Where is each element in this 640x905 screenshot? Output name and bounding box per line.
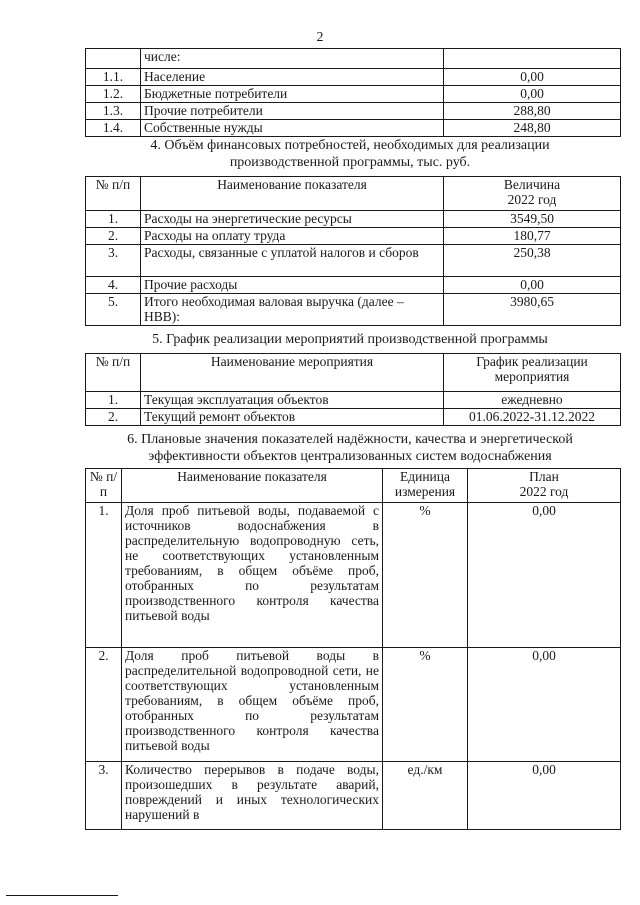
row-unit: % xyxy=(383,648,468,762)
table-row xyxy=(86,392,621,409)
row-number: 3. xyxy=(86,762,122,830)
table-row xyxy=(86,103,621,120)
financial-needs-table xyxy=(85,176,621,326)
row-name: Расходы, связанные с уплатой налогов и сборов xyxy=(141,245,444,277)
row-value xyxy=(444,49,621,69)
row-value: 3980,65 xyxy=(444,294,621,326)
row-value: 180,77 xyxy=(444,228,621,245)
row-number: 2. xyxy=(86,409,141,426)
row-number: 5. xyxy=(86,294,141,326)
row-value: 0,00 xyxy=(444,86,621,103)
table-header-row xyxy=(86,354,621,392)
table-header-row xyxy=(86,177,621,211)
row-name: Количество перерывов в подаче воды, произошедших в результате аварий, повреждений и иных технологических нарушений в xyxy=(122,762,383,830)
section-6-title: 6. Плановые значения показателей надёжности, качества и энергетической эффективности объектов централизованных систем водоснабжения xyxy=(127,432,573,464)
header-name: Наименование показателя xyxy=(122,469,383,503)
table-row xyxy=(86,228,621,245)
table-row xyxy=(86,762,621,830)
row-number: 2. xyxy=(86,228,141,245)
table-row xyxy=(86,211,621,228)
row-value: 288,80 xyxy=(444,103,621,120)
section-4-title: 4. Объём финансовых потребностей, необходимых для реализации производственной программы, тыс. руб. xyxy=(150,138,550,170)
row-plan: 0,00 xyxy=(468,648,621,762)
row-plan: 0,00 xyxy=(468,762,621,830)
table-row xyxy=(86,120,621,137)
header-name: Наименование показателя xyxy=(141,177,444,211)
table-header-row xyxy=(86,469,621,503)
header-unit: Единица измерения xyxy=(383,469,468,503)
consumers-table xyxy=(85,48,621,137)
table-row xyxy=(86,245,621,277)
row-name: Прочие потребители xyxy=(141,103,444,120)
table-row xyxy=(86,86,621,103)
header-number: № п/п xyxy=(86,177,141,211)
header-value: Величина 2022 год xyxy=(444,177,621,211)
row-name: Доля проб питьевой воды, подаваемой с источников водоснабжения в распределительную водопроводную сеть, не соответствующих установленным требованиям, в общем объёме проб, отобранных по результатам производственного контроля качества питьевой воды xyxy=(122,503,383,648)
row-name: Расходы на энергетические ресурсы xyxy=(141,211,444,228)
row-name: Текущая эксплуатация объектов xyxy=(141,392,444,409)
row-unit: ед./км xyxy=(383,762,468,830)
header-number: № п/п xyxy=(86,469,122,503)
row-number: 1. xyxy=(86,211,141,228)
table-row xyxy=(86,503,621,648)
row-number: 1.2. xyxy=(86,86,141,103)
row-name: Собственные нужды xyxy=(141,120,444,137)
table-row xyxy=(86,69,621,86)
page-number: 2 xyxy=(316,30,324,45)
row-number xyxy=(86,49,141,69)
row-number: 4. xyxy=(86,277,141,294)
header-schedule: График реализации мероприятия xyxy=(444,354,621,392)
header-number: № п/п xyxy=(86,354,141,392)
row-schedule: ежедневно xyxy=(444,392,621,409)
section-5-title: 5. График реализации мероприятий производственной программы xyxy=(152,332,548,347)
row-schedule: 01.06.2022-31.12.2022 xyxy=(444,409,621,426)
row-number: 1.1. xyxy=(86,69,141,86)
row-name: числе: xyxy=(141,49,444,69)
row-name: Итого необходимая валовая выручка (далее – НВВ): xyxy=(141,294,444,326)
row-value: 0,00 xyxy=(444,277,621,294)
row-plan: 0,00 xyxy=(468,503,621,648)
row-name: Прочие расходы xyxy=(141,277,444,294)
row-name: Доля проб питьевой воды в распределительной водопроводной сети, не соответствующих установленным требованиям, в общем объёме проб, отобранных по результатам производственного контроля качества питьевой воды xyxy=(122,648,383,762)
row-value: 3549,50 xyxy=(444,211,621,228)
row-number: 2. xyxy=(86,648,122,762)
schedule-table xyxy=(85,353,621,426)
row-number: 1. xyxy=(86,503,122,648)
row-number: 3. xyxy=(86,245,141,277)
header-name: Наименование мероприятия xyxy=(141,354,444,392)
row-number: 1. xyxy=(86,392,141,409)
header-plan: План 2022 год xyxy=(468,469,621,503)
row-value: 248,80 xyxy=(444,120,621,137)
row-number: 1.4. xyxy=(86,120,141,137)
row-unit: % xyxy=(383,503,468,648)
row-name: Бюджетные потребители xyxy=(141,86,444,103)
table-row xyxy=(86,648,621,762)
table-row xyxy=(86,409,621,426)
footnote-separator xyxy=(6,895,118,896)
row-number: 1.3. xyxy=(86,103,141,120)
row-name: Текущий ремонт объектов xyxy=(141,409,444,426)
table-row xyxy=(86,49,621,69)
table-row xyxy=(86,277,621,294)
row-name: Расходы на оплату труда xyxy=(141,228,444,245)
row-value: 250,38 xyxy=(444,245,621,277)
row-name: Население xyxy=(141,69,444,86)
table-row xyxy=(86,294,621,326)
reliability-indicators-table xyxy=(85,468,621,830)
row-value: 0,00 xyxy=(444,69,621,86)
